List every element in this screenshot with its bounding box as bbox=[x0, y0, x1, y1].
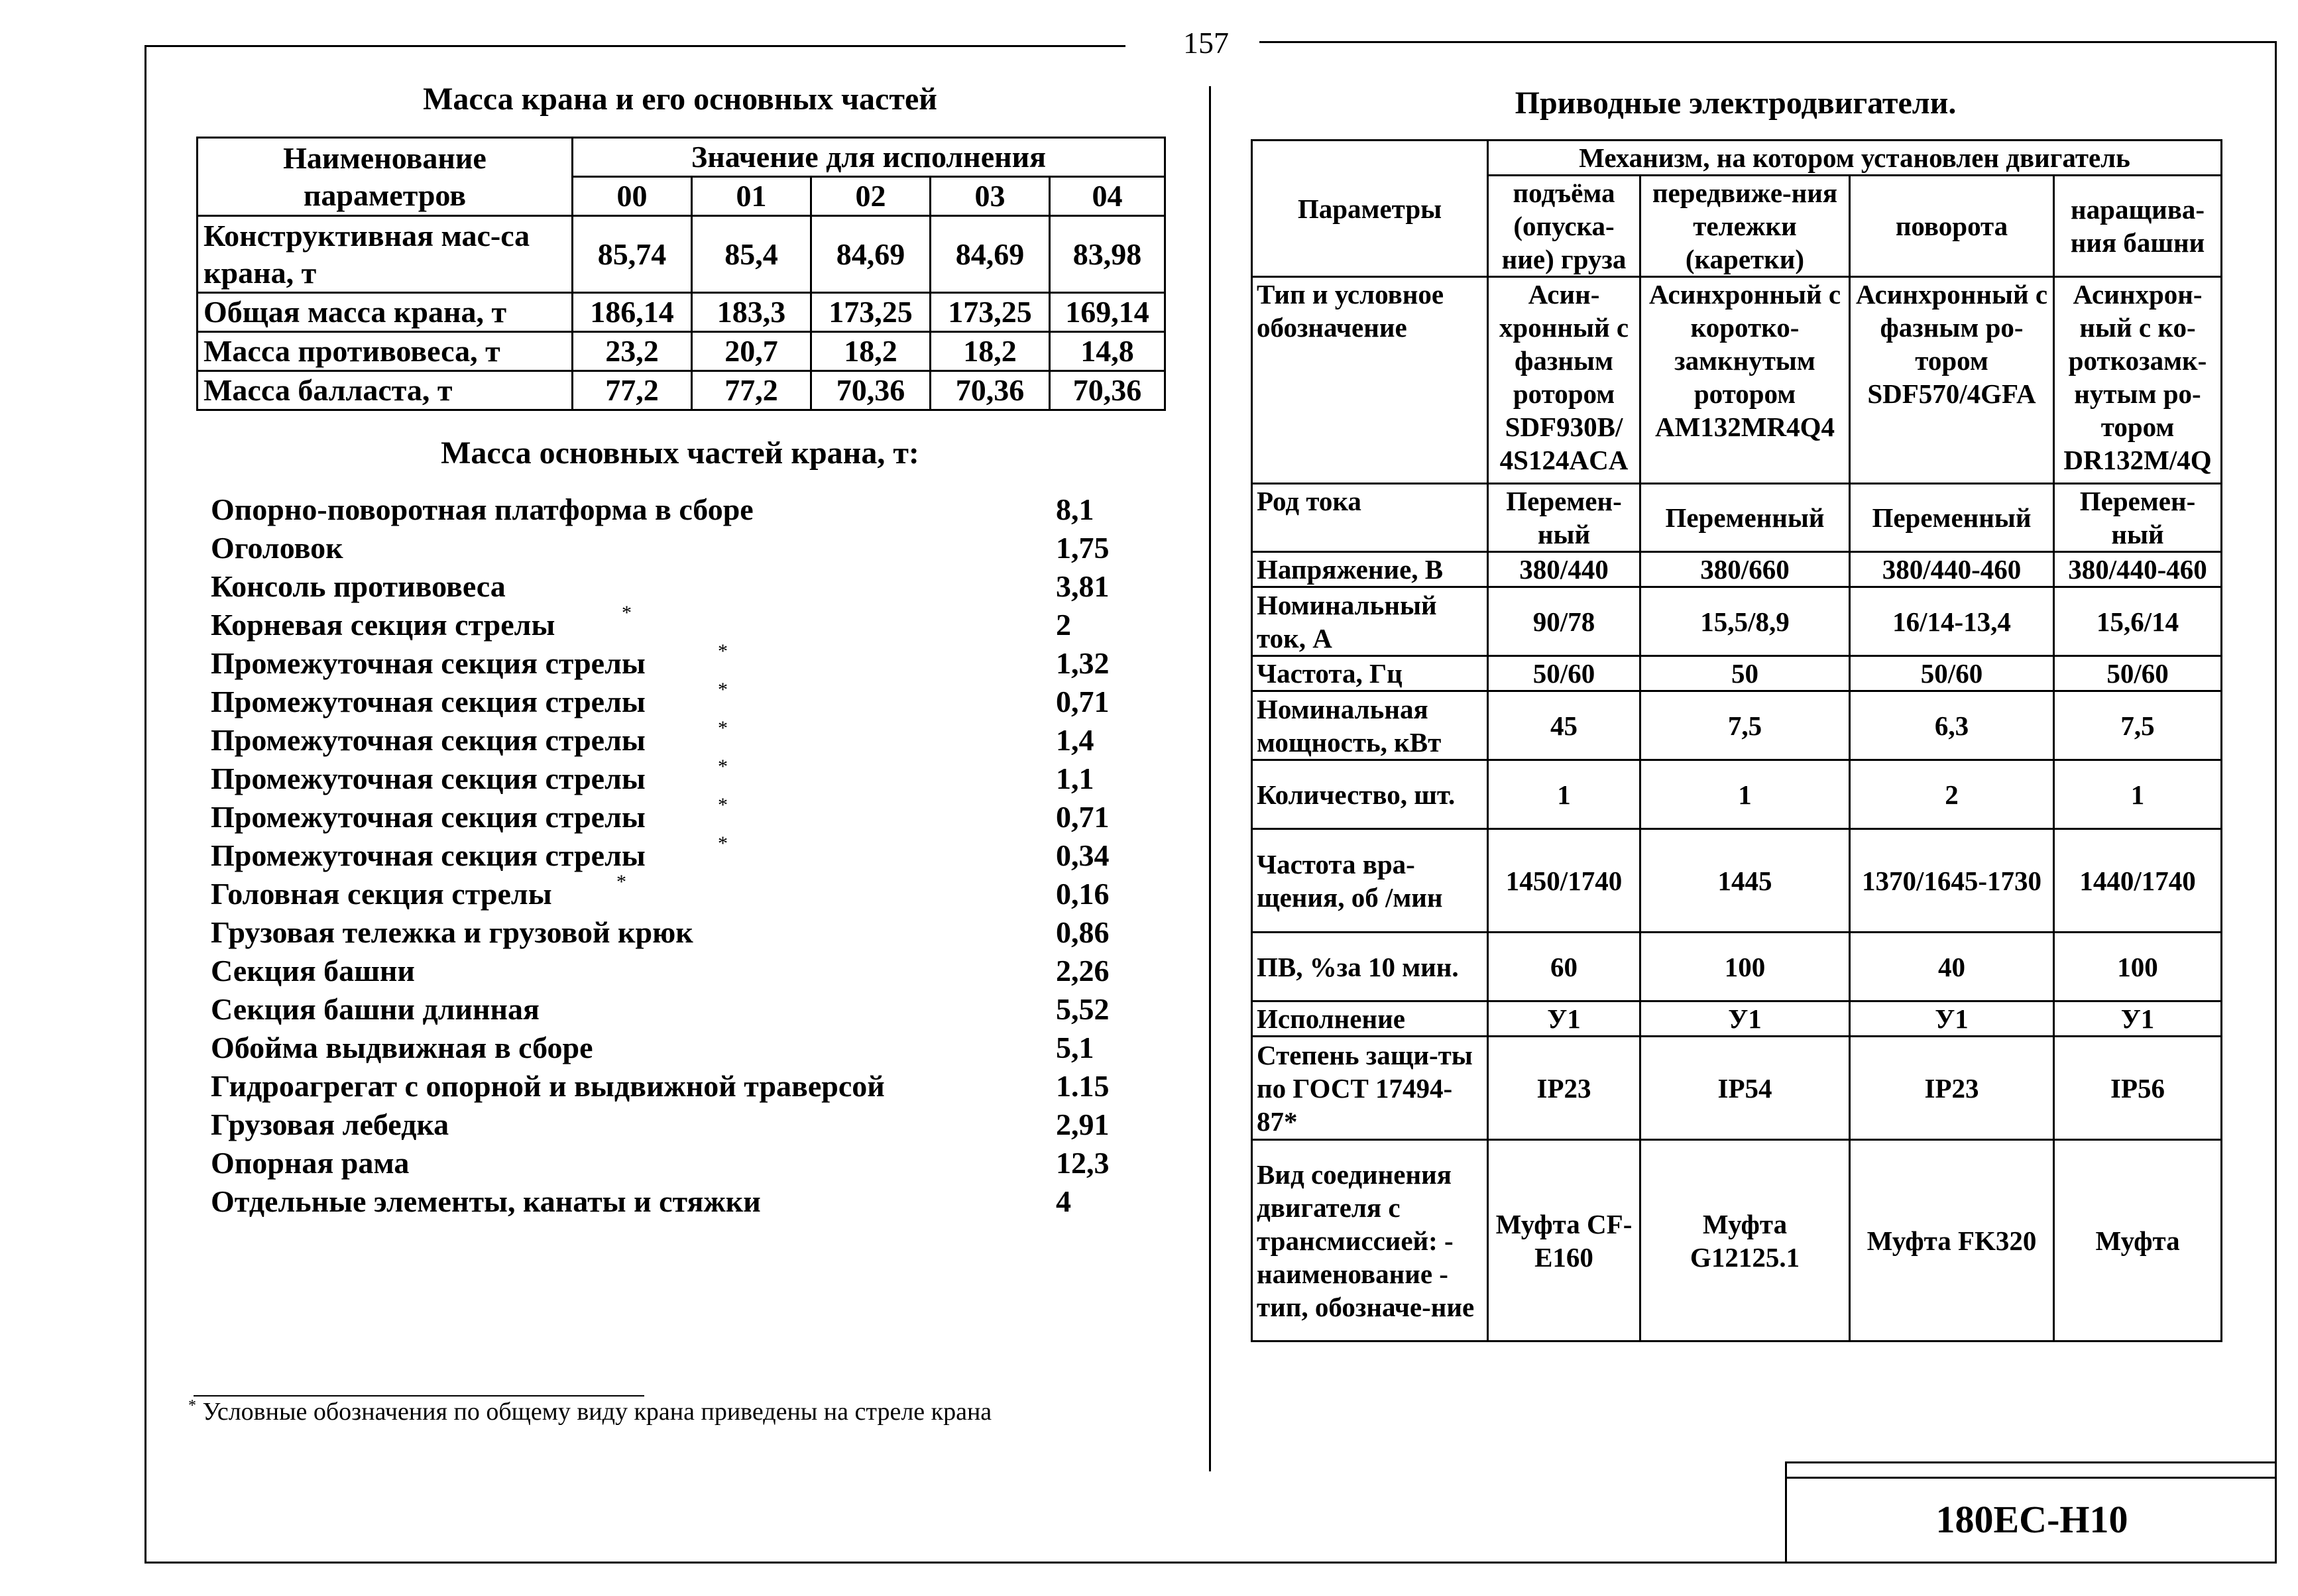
table-cell: IP56 bbox=[2054, 1037, 2222, 1140]
mechanism-header: подъёма (опуска-ние) груза bbox=[1488, 176, 1640, 277]
header-value-cell: Значение для исполнения bbox=[573, 138, 1165, 177]
table-cell: 16/14-13,4 bbox=[1850, 587, 2054, 656]
part-name: Оголовок bbox=[211, 531, 343, 565]
frame-left-line bbox=[144, 45, 146, 1563]
table-cell: У1 bbox=[1850, 1001, 2054, 1037]
parts-title: Масса основных частей крана, т: bbox=[441, 435, 919, 471]
table-cell: 100 bbox=[2054, 933, 2222, 1001]
table-cell: 173,25 bbox=[931, 293, 1050, 332]
part-value: 0,71 bbox=[1056, 800, 1110, 834]
header-param-line1: Наименование bbox=[283, 141, 487, 175]
table-row bbox=[1252, 1001, 2222, 1037]
list-item bbox=[211, 913, 1139, 952]
table-cell: Муфта G12125.1 bbox=[1640, 1140, 1850, 1341]
table-cell: 173,25 bbox=[811, 293, 931, 332]
frame-bottom-line bbox=[144, 1562, 2277, 1564]
row-param: Масса противовеса, т bbox=[198, 332, 573, 371]
table-cell: 84,69 bbox=[811, 216, 931, 293]
footnote-star: * bbox=[718, 640, 728, 662]
part-value: 1,32 bbox=[1056, 646, 1110, 680]
table-row bbox=[1252, 1037, 2222, 1140]
table-cell: 50 bbox=[1640, 656, 1850, 691]
table-cell: 70,36 bbox=[931, 371, 1050, 410]
part-value: 2,91 bbox=[1056, 1108, 1110, 1141]
table-cell: 1440/1740 bbox=[2054, 829, 2222, 933]
table-cell: 1 bbox=[2054, 760, 2222, 829]
row-param: Частота, Гц bbox=[1252, 656, 1488, 691]
motors-title: Приводные электродвигатели. bbox=[1515, 86, 1957, 121]
footnote bbox=[188, 1397, 992, 1426]
list-item bbox=[211, 756, 1139, 798]
row-param: Номинальная мощность, кВт bbox=[1252, 691, 1488, 760]
row-param: Вид соединения двигателя с трансмиссией: - наименование - тип, обозначе-ние bbox=[1252, 1140, 1488, 1341]
mechanism-header: передвиже-ния тележки (каретки) bbox=[1640, 176, 1850, 277]
table-cell: Асинхронный с фазным ро-тором SDF570/4GFA bbox=[1850, 277, 2054, 484]
table-row bbox=[1252, 829, 2222, 933]
part-name: Промежуточная секция стрелы bbox=[211, 685, 646, 718]
table-cell: 169,14 bbox=[1050, 293, 1165, 332]
title-block-divider bbox=[1787, 1477, 2277, 1479]
table-row bbox=[1252, 484, 2222, 552]
table-cell: Переменный bbox=[1640, 484, 1850, 552]
part-value: 1.15 bbox=[1056, 1069, 1110, 1103]
table-row bbox=[1252, 587, 2222, 656]
footnote-star: * bbox=[622, 602, 632, 624]
row-param: Масса балласта, т bbox=[198, 371, 573, 410]
part-name: Консоль противовеса bbox=[211, 569, 506, 603]
table-cell: 50/60 bbox=[2054, 656, 2222, 691]
row-param: Частота вра-щения, об /мин bbox=[1252, 829, 1488, 933]
row-param: Степень защи-ты по ГОСТ 17494-87* bbox=[1252, 1037, 1488, 1140]
list-item bbox=[211, 794, 1139, 836]
table-cell: 77,2 bbox=[573, 371, 692, 410]
table-cell: IP23 bbox=[1850, 1037, 2054, 1140]
document-code: 180EC-H10 bbox=[1935, 1498, 2128, 1541]
part-name: Корневая секция стрелы bbox=[211, 608, 555, 642]
table-cell: 18,2 bbox=[811, 332, 931, 371]
part-value: 0,16 bbox=[1056, 877, 1110, 911]
version-header: 01 bbox=[692, 177, 811, 216]
part-name: Промежуточная секция стрелы bbox=[211, 762, 646, 795]
list-item bbox=[211, 871, 1139, 913]
list-item bbox=[211, 832, 1139, 875]
part-name: Обойма выдвижная в сборе bbox=[211, 1031, 593, 1064]
footnote-star: * bbox=[718, 794, 728, 816]
table-cell: Муфта bbox=[2054, 1140, 2222, 1341]
row-param: Номинальный ток, А bbox=[1252, 587, 1488, 656]
table-cell: 50/60 bbox=[1850, 656, 2054, 691]
table-row bbox=[1252, 933, 2222, 1001]
frame-right-line bbox=[2275, 41, 2277, 1564]
table-row bbox=[198, 216, 1165, 293]
row-param: ПВ, %за 10 мин. bbox=[1252, 933, 1488, 1001]
footnote-star: * bbox=[718, 679, 728, 701]
list-item bbox=[211, 717, 1139, 760]
table-cell: 14,8 bbox=[1050, 332, 1165, 371]
table-cell: IP54 bbox=[1640, 1037, 1850, 1140]
table-cell: 1 bbox=[1640, 760, 1850, 829]
table-cell: 7,5 bbox=[2054, 691, 2222, 760]
table-cell: 6,3 bbox=[1850, 691, 2054, 760]
frame-top-right-line bbox=[1259, 41, 2277, 43]
list-item bbox=[211, 529, 1139, 567]
part-name: Гидроагрегат с опорной и выдвижной траверсой bbox=[211, 1069, 885, 1103]
table-cell: 85,4 bbox=[692, 216, 811, 293]
table-cell: 77,2 bbox=[692, 371, 811, 410]
table-row bbox=[198, 293, 1165, 332]
part-value: 8,1 bbox=[1056, 492, 1094, 526]
table-cell: 23,2 bbox=[573, 332, 692, 371]
crane-mass-table bbox=[196, 137, 1166, 411]
part-name: Отдельные элементы, канаты и стяжки bbox=[211, 1184, 761, 1218]
list-item bbox=[211, 1182, 1139, 1221]
row-param: Конструктивная мас-са крана, т bbox=[198, 216, 573, 293]
table-cell: 83,98 bbox=[1050, 216, 1165, 293]
table-cell: 7,5 bbox=[1640, 691, 1850, 760]
table-row bbox=[1252, 760, 2222, 829]
version-header: 02 bbox=[811, 177, 931, 216]
header-params-cell: Параметры bbox=[1252, 141, 1488, 277]
footnote-mark: * bbox=[188, 1397, 196, 1414]
footnote-star: * bbox=[718, 717, 728, 739]
list-item bbox=[211, 952, 1139, 990]
list-item bbox=[211, 490, 1139, 529]
table-cell: Муфта FK320 bbox=[1850, 1140, 2054, 1341]
table-cell: Перемен-ный bbox=[1488, 484, 1640, 552]
table-cell: 18,2 bbox=[931, 332, 1050, 371]
list-item bbox=[211, 990, 1139, 1029]
table-cell: 70,36 bbox=[1050, 371, 1165, 410]
version-header: 03 bbox=[931, 177, 1050, 216]
table-cell: 380/440-460 bbox=[1850, 552, 2054, 587]
part-value: 5,52 bbox=[1056, 992, 1110, 1026]
table-cell: 90/78 bbox=[1488, 587, 1640, 656]
footnote-star: * bbox=[616, 871, 626, 893]
footnote-star: * bbox=[718, 832, 728, 854]
part-name: Промежуточная секция стрелы bbox=[211, 800, 646, 834]
version-header: 04 bbox=[1050, 177, 1165, 216]
title-block bbox=[1785, 1461, 2277, 1562]
table-cell: 15,6/14 bbox=[2054, 587, 2222, 656]
table-cell: 20,7 bbox=[692, 332, 811, 371]
part-value: 1,1 bbox=[1056, 762, 1094, 795]
table-cell: 1445 bbox=[1640, 829, 1850, 933]
header-param-line2: параметров bbox=[303, 178, 467, 212]
part-name: Промежуточная секция стрелы bbox=[211, 723, 646, 757]
parts-list bbox=[211, 490, 1139, 1221]
part-value: 2 bbox=[1056, 608, 1071, 642]
list-item bbox=[211, 1144, 1139, 1182]
row-param: Исполнение bbox=[1252, 1001, 1488, 1037]
part-value: 0,34 bbox=[1056, 838, 1110, 872]
page-number: 157 bbox=[1183, 26, 1229, 60]
part-name: Опорная рама bbox=[211, 1146, 410, 1180]
table-cell: 186,14 bbox=[573, 293, 692, 332]
mass-table-title: Масса крана и его основных частей bbox=[423, 82, 937, 117]
table-cell: 183,3 bbox=[692, 293, 811, 332]
motor-table bbox=[1251, 139, 2222, 1342]
part-value: 2,26 bbox=[1056, 954, 1110, 988]
row-param: Количество, шт. bbox=[1252, 760, 1488, 829]
part-value: 4 bbox=[1056, 1184, 1071, 1218]
table-cell: У1 bbox=[1488, 1001, 1640, 1037]
part-value: 0,86 bbox=[1056, 915, 1110, 949]
part-name: Головная секция стрелы bbox=[211, 877, 552, 911]
part-name: Опорно-поворотная платформа в сборе bbox=[211, 492, 754, 526]
table-cell: 70,36 bbox=[811, 371, 931, 410]
table-cell: 40 bbox=[1850, 933, 2054, 1001]
table-cell: 1370/1645-1730 bbox=[1850, 829, 2054, 933]
part-name: Секция башни bbox=[211, 954, 415, 988]
list-item bbox=[211, 1106, 1139, 1144]
table-cell: IP23 bbox=[1488, 1037, 1640, 1140]
list-item bbox=[211, 679, 1139, 721]
part-name: Промежуточная секция стрелы bbox=[211, 646, 646, 680]
table-cell: 1450/1740 bbox=[1488, 829, 1640, 933]
table-cell: 1 bbox=[1488, 760, 1640, 829]
table-cell: 100 bbox=[1640, 933, 1850, 1001]
table-cell: У1 bbox=[2054, 1001, 2222, 1037]
part-value: 12,3 bbox=[1056, 1146, 1110, 1180]
mechanism-header: наращива-ния башни bbox=[2054, 176, 2222, 277]
table-cell: У1 bbox=[1640, 1001, 1850, 1037]
table-row bbox=[1252, 277, 2222, 484]
table-cell: 380/440 bbox=[1488, 552, 1640, 587]
list-item bbox=[211, 567, 1139, 606]
list-item bbox=[211, 602, 1139, 644]
version-header: 00 bbox=[573, 177, 692, 216]
table-cell: Асинхрон-ный с ко-роткозамк-нутым ро-тором DR132M/4Q bbox=[2054, 277, 2222, 484]
row-param: Напряжение, В bbox=[1252, 552, 1488, 587]
part-name: Промежуточная секция стрелы bbox=[211, 838, 646, 872]
part-value: 5,1 bbox=[1056, 1031, 1094, 1064]
table-row bbox=[1252, 691, 2222, 760]
part-value: 0,71 bbox=[1056, 685, 1110, 718]
part-value: 1,4 bbox=[1056, 723, 1094, 757]
row-param: Тип и условное обозначение bbox=[1252, 277, 1488, 484]
row-param: Общая масса крана, т bbox=[198, 293, 573, 332]
mechanism-header: поворота bbox=[1850, 176, 2054, 277]
table-row bbox=[1252, 656, 2222, 691]
frame-top-left-line bbox=[144, 45, 1125, 47]
header-param-cell bbox=[198, 138, 573, 216]
table-cell: 380/440-460 bbox=[2054, 552, 2222, 587]
table-cell: 60 bbox=[1488, 933, 1640, 1001]
table-cell: 2 bbox=[1850, 760, 2054, 829]
table-cell: Асинхронный с коротко-замкнутым ротором AM132MR4Q4 bbox=[1640, 277, 1850, 484]
part-name: Секция башни длинная bbox=[211, 992, 540, 1026]
part-name: Грузовая лебедка bbox=[211, 1108, 449, 1141]
part-value: 1,75 bbox=[1056, 531, 1110, 565]
table-cell: 50/60 bbox=[1488, 656, 1640, 691]
table-cell: 15,5/8,9 bbox=[1640, 587, 1850, 656]
table-cell: Перемен-ный bbox=[2054, 484, 2222, 552]
table-row bbox=[198, 332, 1165, 371]
table-cell: 45 bbox=[1488, 691, 1640, 760]
list-item bbox=[211, 1029, 1139, 1067]
footnote-separator bbox=[194, 1395, 644, 1396]
table-cell: 84,69 bbox=[931, 216, 1050, 293]
row-param: Род тока bbox=[1252, 484, 1488, 552]
table-cell: Асин-хронный с фазным ротором SDF930B/ 4S124ACA bbox=[1488, 277, 1640, 484]
list-item bbox=[211, 640, 1139, 683]
footnote-text: Условные обозначения по общему виду крана приведены на стреле крана bbox=[202, 1398, 992, 1426]
footnote-star: * bbox=[718, 756, 728, 777]
table-row bbox=[1252, 552, 2222, 587]
table-header-row bbox=[1252, 141, 2222, 176]
table-header-row bbox=[198, 138, 1165, 177]
header-mechanism-cell: Механизм, на котором установлен двигатель bbox=[1488, 141, 2222, 176]
part-value: 3,81 bbox=[1056, 569, 1110, 603]
table-cell: 380/660 bbox=[1640, 552, 1850, 587]
column-divider bbox=[1209, 86, 1211, 1471]
table-cell: 85,74 bbox=[573, 216, 692, 293]
table-cell: Переменный bbox=[1850, 484, 2054, 552]
part-name: Грузовая тележка и грузовой крюк bbox=[211, 915, 693, 949]
table-cell: Муфта CF-E160 bbox=[1488, 1140, 1640, 1341]
table-row bbox=[198, 371, 1165, 410]
list-item bbox=[211, 1067, 1139, 1106]
table-row bbox=[1252, 1140, 2222, 1341]
